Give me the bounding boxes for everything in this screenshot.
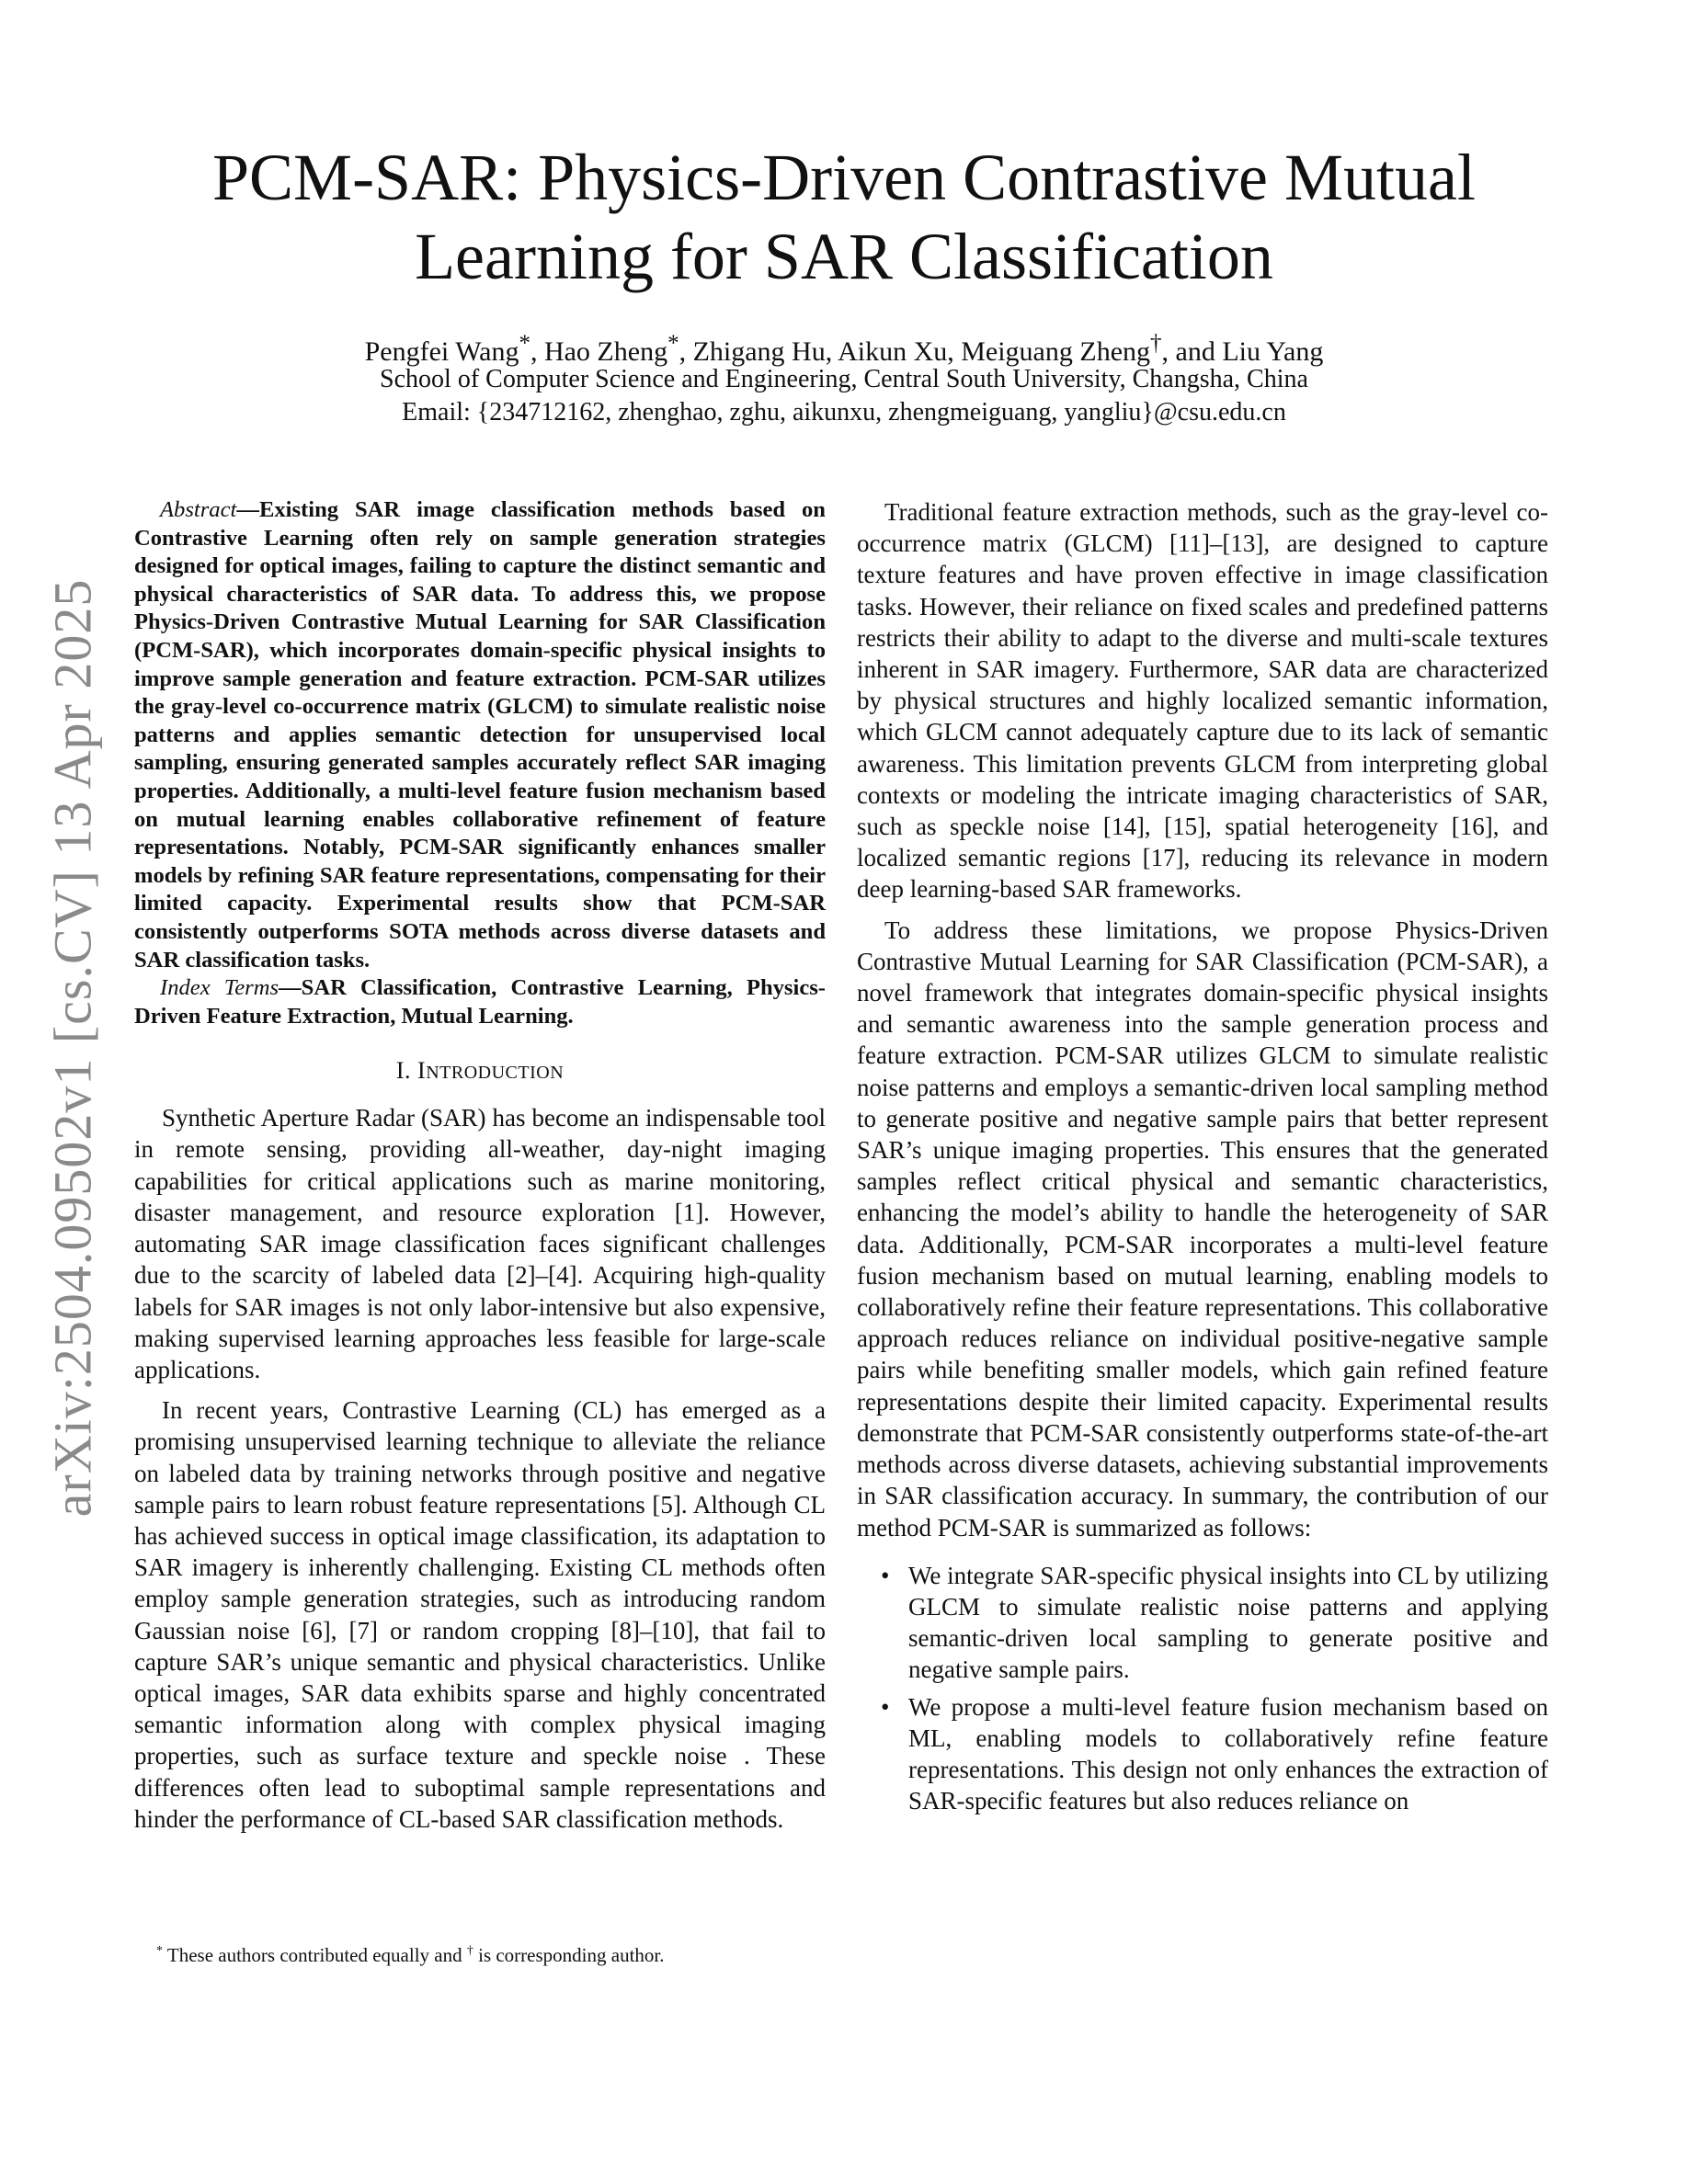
abstract-label: Abstract xyxy=(160,497,237,522)
arxiv-identifier xyxy=(40,570,105,1526)
list-item xyxy=(881,1691,1548,1817)
list-item-text: We integrate SAR-specific physical insights into CL by utilizing GLCM to simulate realistic noise patterns and applying semantic-driven local sampling to generate positive and negative sample pairs. xyxy=(908,1561,1548,1684)
paper-title-line-2: Learning for SAR Classification xyxy=(415,220,1273,293)
email-line: Email: {234712162, zhenghao, zghu, aikunxu, zhengmeiguang, yangliu}@csu.edu.cn xyxy=(402,398,1286,427)
paper-title xyxy=(138,138,1550,296)
equal-contribution-mark: * xyxy=(519,331,530,356)
author-3-5: Zhigang Hu, Aikun Xu, Meiguang Zheng xyxy=(692,336,1151,367)
arxiv-identifier-text: arXiv:2504.09502v1 [cs.CV] 13 Apr 2025 xyxy=(42,578,103,1518)
list-item xyxy=(881,1560,1548,1686)
equal-contribution-mark: * xyxy=(667,331,679,356)
author-list: Pengfei Wang*, Hao Zheng*, Zhigang Hu, Aikun Xu, Meiguang Zheng†, and Liu Yang xyxy=(364,331,1324,367)
abstract-text: —Existing SAR image classification methods based on Contrastive Learning often rely on sample generation strategies designed for optical images, failing to capture the distinct semantic and physical characteristics of SAR data. To address this, we propose Physics-Driven Contrastive Mutual Learning for SAR Classification (PCM-SAR), which incorporates domain-specific physical insights to improve sample generation and feature extraction. PCM-SAR utilizes the gray-level co-occurrence matrix (GLCM) to simulate realistic noise patterns and applies semantic detection for unsupervised local sampling, ensuring generated samples accurately reflect SAR imaging properties. Additionally, a multi-level feature fusion mechanism based on mutual learning enables collaborative refinement of feature representations. Notably, PCM-SAR significantly enhances smaller models by refining SAR feature representations, compensating for their limited capacity. Experimental results show that PCM-SAR consistently outperforms SOTA methods across diverse datasets and SAR classification tasks. xyxy=(134,497,826,973)
paragraph: Traditional feature extraction methods, such as the gray-level co-occurrence matrix (GLCM) [11]–[13], are designed to capture texture features and have proven effective in image classification tasks. However, their reliance on fixed scales and predefined patterns restricts their ability to adapt to the diverse and multi-scale textures inherent in SAR imagery. Furthermore, SAR data are characterized by physical structures and highly localized semantic information, which GLCM cannot adequately capture due to its lack of semantic awareness. This limitation prevents GLCM from interpreting global contexts or modeling the intricate imaging characteristics of SAR, such as speckle noise [14], [15], spatial heterogeneity [16], and localized semantic regions [17], reducing its relevance in modern deep learning-based SAR frameworks. xyxy=(857,498,1548,904)
footnote xyxy=(156,1939,818,1967)
author-1: Pengfei Wang xyxy=(364,336,519,367)
section-number: I. xyxy=(395,1057,412,1085)
section-title-first-letter: I xyxy=(417,1057,427,1085)
footnote-text-2: is corresponding author. xyxy=(473,1944,665,1966)
author-2: Hao Zheng xyxy=(543,336,668,367)
abstract xyxy=(134,496,826,974)
paragraph: To address these limitations, we propose Physics-Driven Contrastive Mutual Learning for SAR Classification (PCM-SAR), a novel framework that integrates domain-specific physical insights and semantic awareness into the sample generation process and feature extraction. PCM-SAR utilizes GLCM to simulate realistic noise patterns and employs a semantic-driven local sampling method to generate positive and negative sample pairs that better represent SAR’s unique imaging properties. This ensures that the generated samples reflect critical physical and semantic characteristics, enhancing the model’s ability to handle the heterogeneity of SAR data. Additionally, PCM-SAR incorporates a multi-level feature fusion mechanism based on mutual learning, enabling models to collaboratively refine their feature representations. This collaborative approach reduces reliance on individual positive-negative sample pairs while benefiting smaller models, which gain refined feature representations despite their limited capacity. Experimental results demonstrate that PCM-SAR consistently outperforms state-of-the-art methods across diverse datasets, achieving substantial improvements in SAR classification accuracy. In summary, the contribution of our method PCM-SAR is summarized as follows: xyxy=(857,916,1548,1541)
footnote-mark-equal: * xyxy=(156,1944,163,1958)
index-terms-label: Index Terms xyxy=(160,975,279,1001)
paper-title-line-1: PCM-SAR: Physics-Driven Contrastive Mutual xyxy=(211,141,1476,214)
footnote-text-1: These authors contributed equally and xyxy=(163,1944,467,1966)
corresponding-author-mark: † xyxy=(1150,331,1162,356)
list-item-text: We propose a multi-level feature fusion mechanism based on ML, enabling models to collaboratively refine feature representations. This design not only enhances the extraction of SAR-specific features but also reduces reliance on xyxy=(908,1692,1548,1815)
left-column xyxy=(134,496,826,1835)
section-heading-introduction xyxy=(134,1056,826,1087)
index-terms-text: —SAR Classification, Contrastive Learning, Physics-Driven Feature Extraction, Mutual Learning. xyxy=(134,975,826,1029)
right-column xyxy=(857,496,1548,1822)
footnote-mark-corresponding: † xyxy=(466,1944,473,1958)
author-6: and Liu Yang xyxy=(1175,336,1324,367)
contribution-list xyxy=(857,1560,1548,1817)
index-terms xyxy=(134,974,826,1030)
affiliation: School of Computer Science and Engineering, Central South University, Changsha, China xyxy=(380,365,1308,393)
bullet-icon: • xyxy=(881,1561,890,1589)
paragraph: In recent years, Contrastive Learning (CL) has emerged as a promising unsupervised learning technique to alleviate the reliance on labeled data by training networks through positive and negative sample pairs to learn robust feature representations [5]. Although CL has achieved success in optical image classification, its adaptation to SAR imagery is inherently challenging. Existing CL methods often employ sample generation strategies, such as introducing random Gaussian noise [6], [7] or random cropping [8]–[10], that fail to capture SAR’s unique semantic and physical characteristics. Unlike optical images, SAR data exhibits sparse and highly concentrated semantic information along with complex physical imaging properties, such as surface texture and speckle noise . These differences often lead to suboptimal sample representations and hinder the performance of CL-based SAR classification methods. xyxy=(134,1396,826,1833)
bullet-icon: • xyxy=(881,1692,890,1721)
section-title-rest: NTRODUCTION xyxy=(426,1063,565,1084)
paragraph: Synthetic Aperture Radar (SAR) has become an indispensable tool in remote sensing, providing all-weather, day-night imaging capabilities for critical applications such as marine monitoring, disaster management, and resource exploration [1]. However, automating SAR image classification faces significant challenges due to the scarcity of labeled data [2]–[4]. Acquiring high-quality labels for SAR images is not only labor-intensive but also expensive, making supervised learning approaches less feasible for large-scale applications. xyxy=(134,1104,826,1383)
